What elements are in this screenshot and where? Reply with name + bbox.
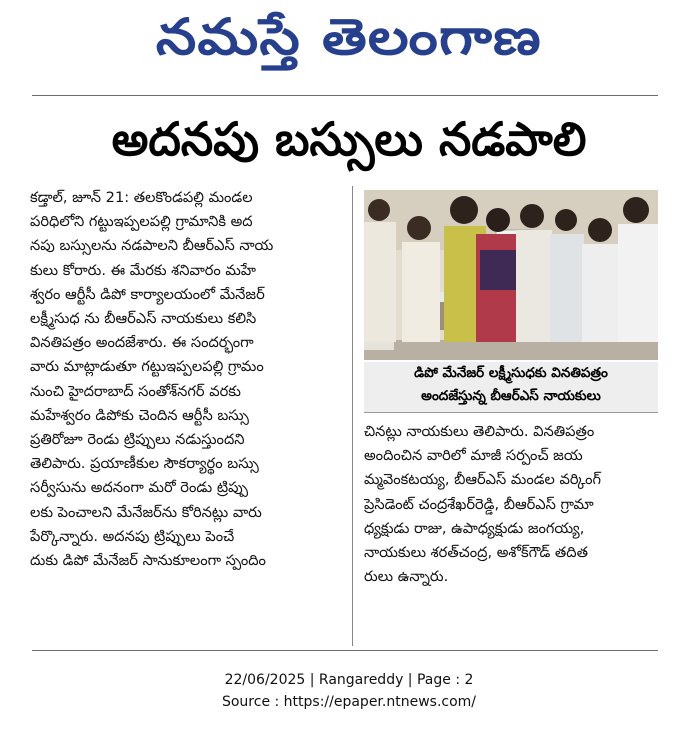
article-photo	[364, 190, 658, 360]
group-photo-image	[364, 190, 658, 360]
body-line: అందించిన వారిలో మాజీ సర్పంచ్ జయ	[364, 447, 583, 465]
body-line: చినట్లు నాయకులు తెలిపారు. వినతిపత్రం	[364, 423, 595, 440]
top-divider	[32, 95, 658, 96]
body-line: మ్మవెంకటయ్య, బీఆర్ఎస్ మండల వర్కింగ్	[364, 471, 601, 489]
body-line: లక్ష్మీసుధ ను బీఆర్ఎస్ నాయకులు కలిసి	[30, 310, 257, 328]
body-line: వినతిపత్రం అందజేశారు. ఈ సందర్భంగా	[30, 334, 254, 352]
article-column-left	[30, 186, 350, 573]
source-url: Source : https://epaper.ntnews.com/	[221, 694, 477, 710]
column-divider	[352, 186, 353, 646]
article-column-right	[364, 420, 660, 589]
caption-line: అందజేస్తున్న బీఆర్ఎస్ నాయకులు	[421, 388, 601, 404]
newspaper-title: నమస్తే తెలంగాణ	[156, 8, 542, 66]
body-line: ప్రెసిడెంట్ చంద్రశేఖర్‌రెడ్డి, బీఆర్ఎస్ గ్రామా	[364, 495, 594, 513]
body-line: నుంచి హైదరాబాద్ సంతోశ్‌నగర్ వరకు	[30, 382, 241, 400]
body-line: కడ్తాల్, జూన్ 21: తలకొండపల్లి మండల	[30, 189, 253, 206]
body-line: మహేశ్వరం డిపోకు చెందిన ఆర్టీసీ బస్సు	[30, 406, 249, 424]
body-line: సర్వీసును అదనంగా మరో రెండు ట్రిప్పు	[30, 479, 249, 497]
body-line: ప్రతిరోజూ రెండు ట్రిప్పులు నడుస్తుందని	[30, 431, 245, 449]
body-line: పరిధిలోని గట్టుఇప్పలపల్లి గ్రామానికి అద	[30, 213, 253, 231]
body-line: వారు మాట్లాడుతూ గట్టుఇప్పలపల్లి గ్రామం	[30, 358, 264, 376]
body-line: నపు బస్సులను నడపాలని బీఆర్ఎస్ నాయ	[30, 237, 274, 255]
body-line: తెలిపారు. ప్రయాణీకుల సౌకర్యార్థం బస్సు	[30, 455, 259, 473]
body-line: ధ్యక్షుడు రాజు, ఉపాధ్యక్షుడు జంగయ్య,	[364, 519, 585, 537]
body-line: నాయకులు శరత్‌చంద్ర, అశోక్‌గౌడ్ తదిత	[364, 544, 588, 562]
photo-caption	[364, 362, 658, 413]
bottom-divider	[32, 650, 658, 651]
caption-line: డిపో మేనేజర్ లక్ష్మీసుధకు వినతిపత్రం	[414, 365, 608, 381]
article-headline: అదనపు బస్సులు నడపాలి	[111, 112, 587, 166]
body-line: రులు ఉన్నారు.	[364, 568, 449, 586]
body-line: లకు పెంచాలని మేనేజర్‌ను కోరినట్లు వారు	[30, 503, 262, 521]
masthead	[0, 2, 698, 76]
edition-info: 22/06/2025 | Rangareddy | Page : 2	[224, 672, 474, 688]
body-line: కులు కోరారు. ఈ మేరకు శనివారం మహే	[30, 261, 256, 279]
body-line: దుకు డిపో మేనేజర్ సానుకూలంగా స్పందిం	[30, 552, 266, 570]
body-line: పేర్కొన్నారు. అదనపు ట్రిప్పులు పెంచే	[30, 527, 235, 545]
body-line: శ్వరం ఆర్టీసీ డిపో కార్యాలయంలో మేనేజర్	[30, 285, 265, 303]
